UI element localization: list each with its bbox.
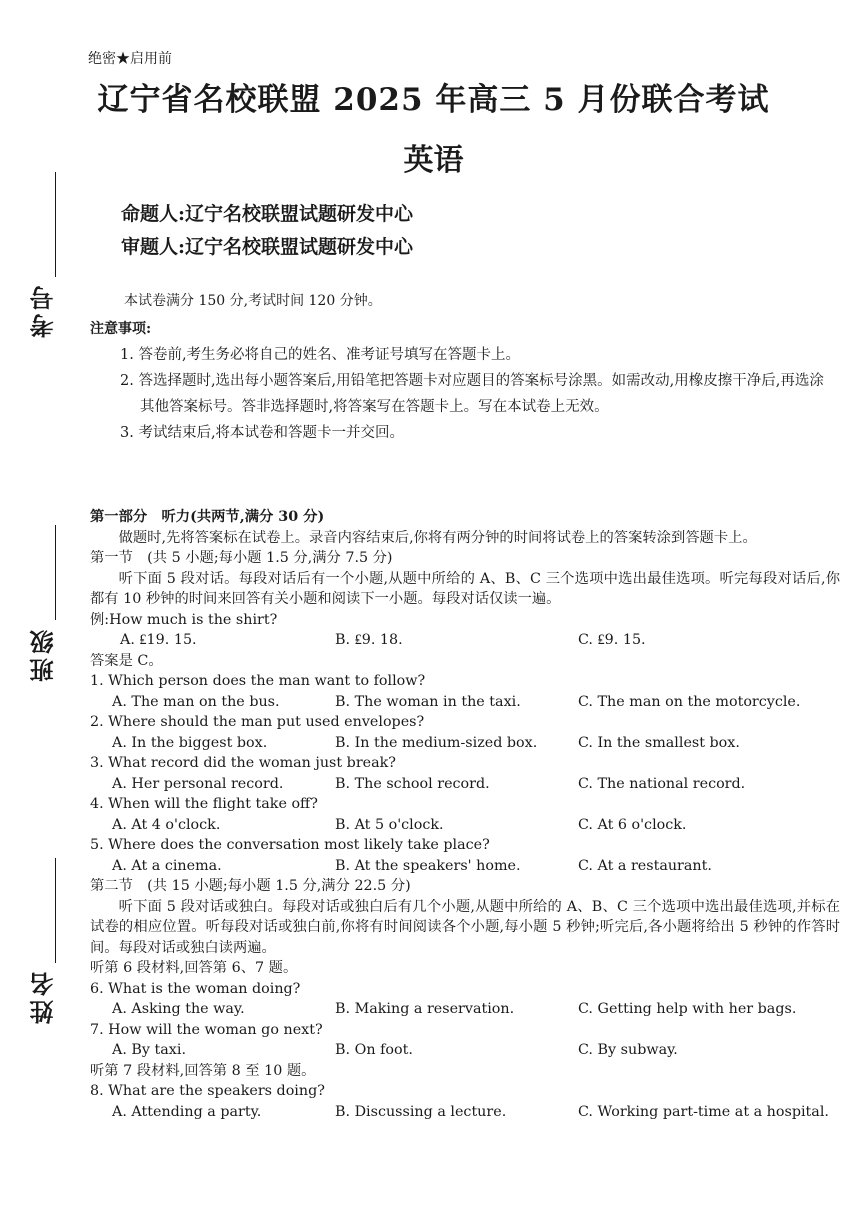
notice-item: 1. 答卷前,考生务必将自己的姓名、准考证号填写在答题卡上。 [120, 347, 521, 363]
question-6-options [90, 999, 840, 1020]
option-c: C. At a restaurant. [578, 857, 712, 874]
option-b: B. ₤9. 18. [335, 632, 403, 648]
section1-instructions: 听下面 5 段对话。每段对话后有一个小题,从题中所给的 A、B、C 三个选项中选出最佳选项。听完每段对话后,你都有 10 秒钟的时间来回答有关小题和阅读下一小题。每段对话仅读一遍。 [90, 570, 840, 607]
question-3: 3. What record did the woman just break? [90, 755, 396, 771]
sidebar-class: 班级 [29, 626, 58, 682]
question-3-options [90, 774, 840, 795]
question-6: 6. What is the woman doing? [90, 980, 301, 997]
option-c: C. The national record. [578, 775, 746, 792]
confidential-label: 绝密★启用前 [88, 51, 172, 67]
option-c: C. In the smallest box. [578, 734, 740, 751]
option-a: A. Asking the way. [112, 1001, 245, 1017]
notice-item: 3. 考试结束后,将本试卷和答题卡一并交回。 [120, 425, 405, 441]
question-7: 7. How will the woman go next? [90, 1021, 323, 1038]
option-a: A. In the biggest box. [112, 734, 268, 751]
material-6-note: 听第 6 段材料,回答第 6、7 题。 [90, 960, 298, 976]
option-a: A. Attending a party. [112, 1103, 262, 1120]
exam-intro: 本试卷满分 150 分,考试时间 120 分钟。 [124, 293, 382, 309]
sidebar-name: 姓名 [29, 968, 58, 1024]
option-a: A. At 4 o'clock. [112, 816, 221, 833]
notice-list [120, 342, 838, 446]
question-8: 8. What are the speakers doing? [90, 1083, 325, 1099]
option-b: B. At the speakers' home. [335, 857, 521, 874]
option-c: C. By subway. [578, 1042, 678, 1058]
question-7-options [90, 1040, 840, 1061]
example-question: 例:How much is the shirt? [90, 611, 278, 628]
option-a: A. Her personal record. [112, 775, 284, 792]
section2-heading: 第二节 (共 15 小题;每小题 1.5 分,满分 22.5 分) [90, 878, 411, 894]
name-line [55, 858, 56, 963]
option-b: B. Discussing a lecture. [335, 1103, 507, 1120]
exam-subject: 英语 [403, 143, 464, 178]
option-b: B. The woman in the taxi. [335, 693, 521, 710]
example-answer: 答案是 C。 [90, 652, 163, 669]
section2-instructions: 听下面 5 段对话或独白。每段对话或独白后有几个小题,从题中所给的 A、B、C 三个选项中选出最佳选项,并标在试卷的相应位置。听每段对话或独白前,你将有时间阅读各个小题,每小题 5 秒钟;听完后,各小题将给出 5 秒钟的作答时间。每段对话或独白读两遍。 [90, 898, 840, 956]
question-4-options [90, 815, 840, 836]
option-a: A. The man on the bus. [112, 693, 280, 710]
option-c: C. Getting help with her bags. [578, 1001, 797, 1017]
question-1-options [90, 692, 840, 713]
setter-line: 命题人:辽宁名校联盟试题研发中心 [121, 203, 414, 225]
option-a: A. At a cinema. [112, 857, 222, 874]
option-c: C. ₤9. 15. [578, 632, 646, 648]
question-1: 1. Which person does the man want to follow? [90, 673, 426, 689]
option-a: A. By taxi. [112, 1042, 186, 1058]
question-5: 5. Where does the conversation most likely take place? [90, 837, 490, 853]
reviewer-line: 审题人:辽宁名校联盟试题研发中心 [121, 236, 414, 258]
notice-item: 2. 答选择题时,选出每小题答案后,用铅笔把答题卡对应题目的答案标号涂黑。如需改动,用橡皮擦干净后,再选涂其他答案标号。答非选择题时,将答案写在答题卡上。写在本试卷上无效。 [120, 373, 824, 415]
option-b: B. In the medium-sized box. [335, 734, 538, 751]
option-b: B. At 5 o'clock. [335, 816, 444, 833]
section1-heading: 第一节 (共 5 小题;每小题 1.5 分,满分 7.5 分) [90, 550, 393, 566]
option-b: B. The school record. [335, 775, 490, 792]
option-c: C. At 6 o'clock. [578, 816, 687, 833]
option-c: C. The man on the motorcycle. [578, 693, 801, 710]
option-b: B. On foot. [335, 1042, 413, 1058]
example-options [90, 630, 840, 651]
option-a: A. ₤19. 15. [120, 632, 197, 648]
question-2: 2. Where should the man put used envelopes? [90, 714, 425, 730]
question-8-options [90, 1102, 840, 1123]
material-7-note: 听第 7 段材料,回答第 8 至 10 题。 [90, 1062, 316, 1079]
question-2-options [90, 733, 840, 754]
part1-heading: 第一部分 听力(共两节,满分 30 分) [90, 509, 325, 525]
sidebar-exam-no: 考号 [29, 282, 58, 338]
option-b: B. Making a reservation. [335, 1001, 515, 1017]
question-5-options [90, 856, 840, 877]
exam-no-line [55, 172, 56, 277]
question-4: 4. When will the flight take off? [90, 796, 318, 812]
part1-instructions: 做题时,先将答案标在试卷上。录音内容结束后,你将有两分钟的时间将试卷上的答案转涂到答题卡上。 [118, 529, 757, 546]
option-c: C. Working part-time at a hospital. [578, 1103, 829, 1120]
exam-title: 辽宁省名校联盟 2025 年高三 5 月份联合考试 [97, 82, 770, 118]
notice-heading: 注意事项: [90, 321, 152, 337]
listening-part [90, 507, 840, 1122]
class-line [55, 525, 56, 620]
